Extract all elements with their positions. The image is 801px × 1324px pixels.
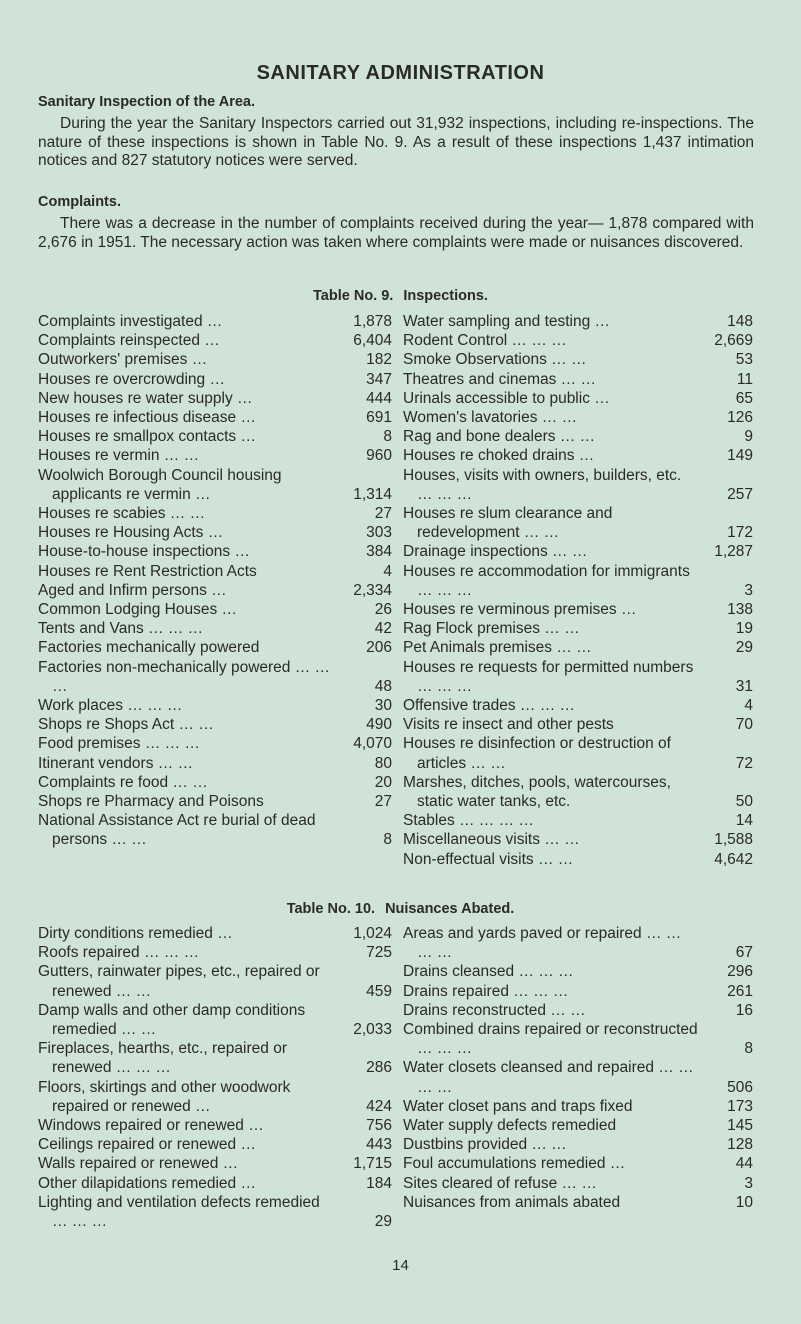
table-row	[403, 619, 753, 638]
table-row	[38, 734, 392, 753]
row-value: 6,404	[353, 332, 392, 350]
table-row	[403, 504, 753, 542]
row-value: 459	[366, 982, 392, 1000]
row-value: 424	[366, 1097, 392, 1115]
table-row	[38, 562, 392, 581]
row-label: Floors, skirtings and other woodwork repaired or renewed …	[38, 1078, 291, 1115]
row-label: Ceilings repaired or renewed …	[38, 1136, 256, 1154]
row-value: 70	[735, 716, 753, 734]
table-row	[38, 427, 392, 446]
row-value: 2,669	[714, 332, 753, 350]
row-value: 29	[374, 1213, 392, 1231]
row-value: 1,588	[714, 831, 753, 849]
table-row	[403, 542, 753, 561]
row-value: 286	[366, 1059, 392, 1077]
row-value: 1,287	[714, 543, 753, 561]
row-label: Aged and Infirm persons …	[38, 581, 227, 599]
row-value: 128	[727, 1136, 753, 1154]
row-label: Nuisances from animals abated	[403, 1193, 621, 1211]
table9-title: Inspections.	[403, 288, 488, 304]
table-row	[38, 581, 392, 600]
table-row	[38, 1001, 392, 1039]
table-row	[403, 1020, 753, 1058]
row-value: 960	[366, 447, 392, 465]
row-label: Damp walls and other damp conditions remedied … …	[38, 1001, 306, 1039]
table-row	[403, 312, 753, 331]
row-label: Windows repaired or renewed …	[38, 1117, 264, 1135]
row-value: 19	[735, 620, 753, 638]
table9-right-column	[403, 312, 753, 869]
table-row	[403, 389, 753, 408]
row-label: Rodent Control … … …	[403, 332, 567, 350]
row-label: Houses re scabies … …	[38, 505, 206, 523]
row-label: Non-effectual visits … …	[403, 850, 574, 868]
table-row	[403, 1193, 753, 1212]
page-number: 14	[392, 1257, 409, 1274]
table-row	[403, 427, 753, 446]
row-label: Stables … … … …	[403, 812, 534, 830]
table10-right-column	[403, 924, 753, 1212]
table-row	[403, 811, 753, 830]
row-label: Houses re requests for permitted numbers … … …	[403, 658, 694, 695]
row-label: Water supply defects remedied	[403, 1117, 617, 1135]
row-label: Factories non-mechanically powered … … …	[38, 658, 331, 695]
table-row	[38, 658, 392, 696]
row-value: 443	[366, 1136, 392, 1154]
row-label: Fireplaces, hearths, etc., repaired or renewed … … …	[38, 1040, 287, 1077]
row-value: 8	[383, 428, 392, 446]
row-label: Houses re Housing Acts …	[38, 524, 224, 542]
row-label: New houses re water supply …	[38, 389, 253, 407]
table-row	[38, 350, 392, 369]
table-row	[403, 408, 753, 427]
row-value: 14	[735, 812, 753, 830]
table-row	[38, 370, 392, 389]
row-value: 8	[744, 1040, 753, 1058]
row-label: Rag and bone dealers … …	[403, 428, 596, 446]
row-value: 126	[727, 409, 753, 427]
row-value: 20	[374, 773, 392, 791]
table-row	[38, 408, 392, 427]
table9-left-column	[38, 312, 392, 850]
row-label: Water closets cleansed and repaired … … … …	[403, 1059, 694, 1096]
row-label: Water closet pans and traps fixed	[403, 1097, 633, 1115]
row-value: 29	[735, 639, 753, 657]
row-label: Shops re Pharmacy and Poisons	[38, 793, 264, 811]
table-row	[38, 446, 392, 465]
row-label: Drainage inspections … …	[403, 543, 588, 561]
row-value: 26	[374, 601, 392, 619]
row-label: National Assistance Act re burial of dead persons … …	[38, 812, 316, 849]
row-value: 2,033	[353, 1021, 392, 1039]
row-value: 691	[366, 409, 392, 427]
row-label: Areas and yards paved or repaired … … … …	[403, 925, 682, 962]
row-value: 30	[374, 697, 392, 715]
paragraph-inspection	[38, 115, 754, 171]
table-row	[38, 466, 392, 504]
table10-left-column	[38, 924, 392, 1231]
row-label: Tents and Vans … … …	[38, 620, 204, 638]
table-row	[403, 350, 753, 369]
row-value: 9	[744, 428, 753, 446]
row-label: Dustbins provided … …	[403, 1136, 567, 1154]
table-row	[38, 943, 392, 962]
row-value: 2,334	[353, 581, 392, 599]
row-label: Foul accumulations remedied …	[403, 1155, 626, 1173]
row-value: 72	[735, 754, 753, 772]
table-row	[38, 792, 392, 811]
row-value: 42	[374, 620, 392, 638]
row-label: Houses re vermin … …	[38, 447, 200, 465]
table-row	[403, 1174, 753, 1193]
table-row	[38, 696, 392, 715]
row-label: Walls repaired or renewed …	[38, 1155, 239, 1173]
row-label: Theatres and cinemas … …	[403, 370, 596, 388]
row-label: Other dilapidations remedied …	[38, 1174, 256, 1192]
row-label: Food premises … … …	[38, 735, 200, 753]
row-value: 173	[727, 1097, 753, 1115]
row-label: Urinals accessible to public …	[403, 389, 610, 407]
section-heading-inspection: Sanitary Inspection of the Area.	[38, 94, 256, 110]
row-label: Complaints reinspected …	[38, 332, 220, 350]
row-label: Houses re infectious disease …	[38, 409, 256, 427]
table-row	[403, 773, 753, 811]
row-label: Lighting and ventilation defects remedied … … …	[38, 1193, 320, 1231]
table-row	[38, 600, 392, 619]
row-label: Houses re verminous premises …	[403, 601, 637, 619]
row-label: Visits re insect and other pests	[403, 716, 614, 734]
table-row	[38, 1135, 392, 1154]
table-row	[38, 1174, 392, 1193]
table-row	[403, 1135, 753, 1154]
row-label: Sites cleared of refuse … …	[403, 1174, 597, 1192]
row-label: Water sampling and testing …	[403, 313, 611, 330]
row-label: Rag Flock premises … …	[403, 620, 580, 638]
row-value: 490	[366, 716, 392, 734]
table-row	[38, 504, 392, 523]
row-label: Shops re Shops Act … …	[38, 716, 214, 734]
row-value: 53	[735, 351, 753, 369]
row-label: Marshes, ditches, pools, watercourses, static water tanks, etc.	[403, 773, 671, 811]
row-value: 3	[744, 581, 753, 599]
table-row	[38, 331, 392, 350]
table-row	[38, 389, 392, 408]
row-value: 44	[735, 1155, 753, 1173]
table-row	[38, 1039, 392, 1077]
row-value: 444	[366, 389, 392, 407]
row-label: Offensive trades … … …	[403, 697, 575, 715]
table-row	[38, 1078, 392, 1116]
paragraph-complaints	[38, 215, 754, 252]
row-value: 10	[735, 1193, 753, 1211]
row-label: Common Lodging Houses …	[38, 601, 238, 619]
table-row	[403, 638, 753, 657]
row-value: 347	[366, 370, 392, 388]
row-value: 8	[383, 831, 392, 849]
paragraph-complaints-text: There was a decrease in the number of complaints received during the year— 1,878 compared with 2,676 in 1951. The necessary action was taken where complaints were made or nuisances discovered.	[38, 215, 754, 251]
row-value: 172	[727, 524, 753, 542]
row-label: Itinerant vendors … …	[38, 754, 194, 772]
row-value: 145	[727, 1117, 753, 1135]
row-value: 148	[727, 313, 753, 330]
row-label: Dirty conditions remedied …	[38, 925, 233, 942]
row-value: 138	[727, 601, 753, 619]
row-value: 303	[366, 524, 392, 542]
table10-title: Nuisances Abated.	[385, 901, 515, 917]
row-label: Pet Animals premises … …	[403, 639, 592, 657]
row-label: Smoke Observations … …	[403, 351, 587, 369]
row-label: Houses re slum clearance and redevelopment … …	[403, 505, 613, 542]
row-value: 50	[735, 793, 753, 811]
table-row	[403, 466, 753, 504]
table-row	[38, 1154, 392, 1173]
table-row	[403, 600, 753, 619]
table-row	[403, 331, 753, 350]
row-label: Roofs repaired … … …	[38, 944, 200, 962]
row-value: 756	[366, 1117, 392, 1135]
page-title: SANITARY ADMINISTRATION	[256, 62, 545, 84]
row-value: 257	[727, 485, 753, 503]
table-row	[38, 312, 392, 331]
table-row	[403, 1116, 753, 1135]
row-label: Houses re accommodation for immigrants … … …	[403, 562, 690, 599]
row-value: 384	[366, 543, 392, 561]
table-row	[403, 715, 753, 734]
row-label: Combined drains repaired or reconstructed … … …	[403, 1021, 698, 1058]
row-value: 11	[736, 370, 753, 388]
table-row	[403, 370, 753, 389]
row-label: Complaints re food … …	[38, 773, 208, 791]
row-label: Drains cleansed … … …	[403, 963, 574, 981]
row-value: 65	[735, 389, 753, 407]
table-row	[403, 696, 753, 715]
row-value: 206	[366, 639, 392, 657]
row-value: 4	[744, 697, 753, 715]
table-row	[403, 1001, 753, 1020]
table-row	[403, 1154, 753, 1173]
row-value: 80	[374, 754, 392, 772]
row-label: Drains reconstructed … …	[403, 1001, 586, 1019]
table-row	[38, 811, 392, 849]
row-value: 261	[727, 982, 753, 1000]
table-row	[38, 638, 392, 657]
row-value: 296	[727, 963, 753, 981]
row-label: Work places … … …	[38, 697, 183, 715]
row-label: Houses, visits with owners, builders, etc. … … …	[403, 466, 682, 503]
table-row	[38, 1193, 392, 1231]
table-row	[403, 658, 753, 696]
row-label: Gutters, rainwater pipes, etc., repaired or renewed … …	[38, 963, 320, 1000]
table-row	[38, 754, 392, 773]
table-row	[38, 1116, 392, 1135]
row-value: 182	[366, 351, 392, 369]
row-label: Miscellaneous visits … …	[403, 831, 580, 849]
row-value: 16	[735, 1001, 753, 1019]
table-row	[403, 962, 753, 981]
row-value: 149	[727, 447, 753, 465]
table-row	[38, 523, 392, 542]
row-label: Houses re smallpox contacts …	[38, 428, 256, 446]
table-row	[403, 850, 753, 869]
row-label: Houses re disinfection or destruction of articles … …	[403, 735, 671, 772]
table-row	[38, 773, 392, 792]
table9-caption	[0, 288, 801, 304]
row-label: Factories mechanically powered	[38, 639, 260, 657]
row-label: Complaints investigated …	[38, 313, 223, 330]
table-row	[38, 962, 392, 1000]
row-label: Drains repaired … … …	[403, 982, 569, 1000]
table9-number: Table No. 9.	[313, 288, 394, 304]
row-value: 67	[735, 944, 753, 962]
row-value: 48	[374, 677, 392, 695]
table-row	[38, 619, 392, 638]
row-value: 31	[735, 677, 753, 695]
table10-number: Table No. 10.	[286, 901, 376, 917]
table-row	[403, 446, 753, 465]
row-value: 4	[383, 562, 392, 580]
table-row	[38, 542, 392, 561]
row-label: House-to-house inspections …	[38, 543, 250, 561]
row-value: 184	[366, 1174, 392, 1192]
table10-caption	[0, 901, 801, 917]
row-value: 3	[744, 1174, 753, 1192]
table-row	[403, 1058, 753, 1096]
row-label: Houses re choked drains …	[403, 447, 595, 465]
table-row	[38, 715, 392, 734]
table-row	[403, 924, 753, 962]
row-label: Woolwich Borough Council housing applicants re vermin …	[38, 466, 282, 503]
row-value: 1,715	[353, 1155, 392, 1173]
table-row	[403, 1097, 753, 1116]
section-heading-complaints: Complaints.	[38, 194, 121, 210]
row-value: 1,878	[353, 313, 392, 330]
row-label: Women's lavatories … …	[403, 409, 578, 427]
row-value: 4,642	[714, 850, 753, 868]
table-row	[403, 562, 753, 600]
row-value: 1,314	[353, 485, 392, 503]
row-value: 4,070	[353, 735, 392, 753]
row-value: 1,024	[353, 925, 392, 942]
row-value: 27	[374, 793, 392, 811]
row-label: Houses re Rent Restriction Acts	[38, 562, 257, 580]
table-row	[38, 924, 392, 943]
paragraph-inspection-text: During the year the Sanitary Inspectors carried out 31,932 inspections, including re-inspections. The nature of these inspections is shown in Table No. 9. As a result of these inspections 1,437 intimation notices and 827 statutory notices were served.	[38, 115, 754, 169]
table-row	[403, 982, 753, 1001]
row-value: 725	[366, 944, 392, 962]
row-label: Outworkers' premises …	[38, 351, 208, 369]
table-row	[403, 734, 753, 772]
row-value: 506	[727, 1078, 753, 1096]
table-row	[403, 830, 753, 849]
row-label: Houses re overcrowding …	[38, 370, 225, 388]
row-value: 27	[374, 505, 392, 523]
